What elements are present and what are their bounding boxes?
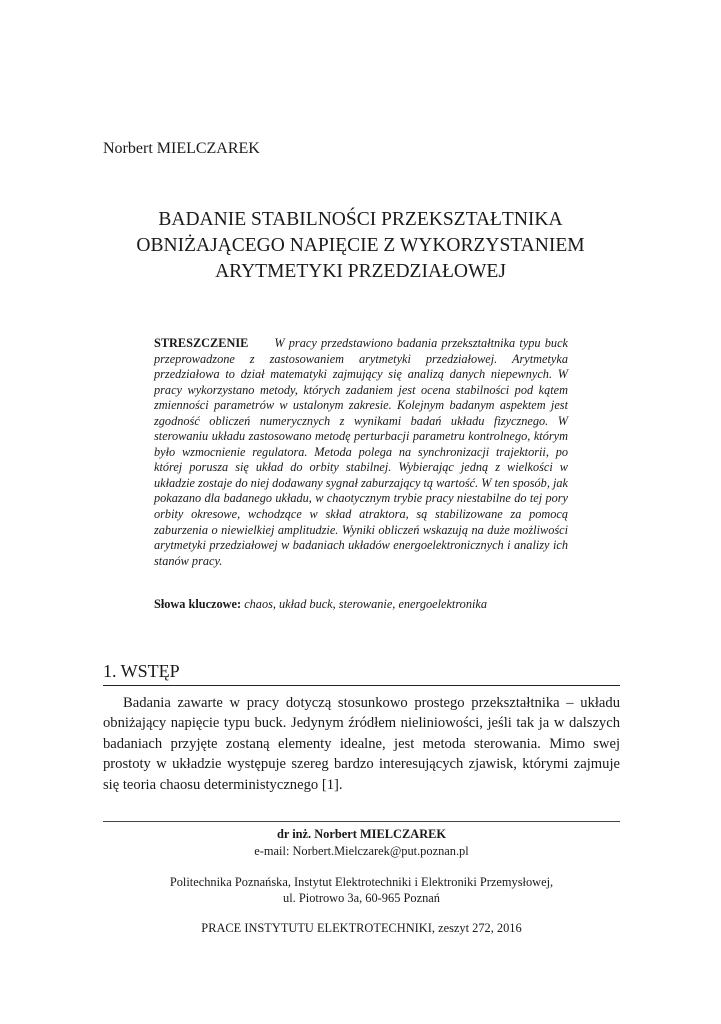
section-heading: 1. WSTĘP	[103, 661, 180, 681]
section-rule	[103, 685, 620, 686]
keywords-value: chaos, układ buck, sterowanie, energoelektronika	[244, 597, 487, 611]
intro-paragraph: Badania zawarte w pracy dotyczą stosunkowo prostego przekształtnika – układu obniżający napięcie typu buck. Jedynym źródłem nieliniowości, jeśli tak ja w dalszych badaniach przyjęte zostaną elementy idealne, jest metoda sterowania. Mimo swej prostoty w układzie występuje szereg bardzo interesujących zjawisk, którymi zajmuje się teoria chaosu deterministycznego [1].	[103, 695, 620, 793]
abstract-text: W pracy przedstawiono badania przekształtnika typu buck przeprowadzone z zastosowaniem arytmetyki przedziałowej. Arytmetyka przedziałowa to dział matematyki zajmujący się analizą danych niepewnych. W pracy wykorzystano metody, których zadaniem jest ocena stabilności pod kątem zmienności parametrów w ustalonym zakresie. Kolejnym badanym aspektem jest zgodność obliczeń numerycznych z wynikami badań układu fizycznego. W sterowaniu układu zastosowano metodę perturbacji parametru kontrolnego, którym było wzmocnienie regulatora. Metoda polega na synchronizacji trajektorii, po której porusza się układ do orbity stabilnej. Wybierając jedną z wielkości w układzie zostaje do niej dodawany sygnał zaburzający tą wartość. W ten sposób, jak pokazano dla badanego układu, w chaotycznym trybie pracy niestabilne do tej pory orbity okresowe, wchodzące w skład atraktora, są stabilizowane za pomocą zaburzenia o niewielkiej amplitudzie. Wyniki obliczeń wskazują na duże możliwości arytmetyki przedziałowej w badaniach układów energoelektronicznych i analizy ich stanów pracy.	[154, 336, 568, 568]
footer-institution-line-1: Politechnika Poznańska, Instytut Elektrotechniki i Elektroniki Przemysłowej,	[169, 875, 554, 889]
keywords	[154, 597, 574, 613]
title-line-1: BADANIE STABILNOŚCI PRZEKSZTAŁTNIKA	[158, 209, 563, 230]
title-line-3: ARYTMETYKI PRZEDZIAŁOWEJ	[215, 261, 506, 282]
paper-title	[80, 207, 641, 285]
abstract	[154, 336, 568, 569]
title-line-2: OBNIŻAJĄCEGO NAPIĘCIE Z WYKORZYSTANIEM	[136, 235, 585, 256]
footer-institution-line-2: ul. Piotrowo 3a, 60-965 Poznań	[283, 891, 440, 905]
footer-email: e-mail: Norbert.Mielczarek@put.poznan.pl	[254, 844, 469, 858]
author-name: Norbert MIELCZAREK	[103, 140, 260, 157]
footer-author-name: dr inż. Norbert MIELCZAREK	[276, 827, 447, 841]
keywords-label: Słowa kluczowe:	[154, 597, 242, 611]
footer-rule	[103, 821, 620, 822]
abstract-label: STRESZCZENIE	[154, 336, 249, 350]
footer-journal: PRACE INSTYTUTU ELEKTROTECHNIKI, zeszyt 272, 2016	[201, 921, 522, 935]
